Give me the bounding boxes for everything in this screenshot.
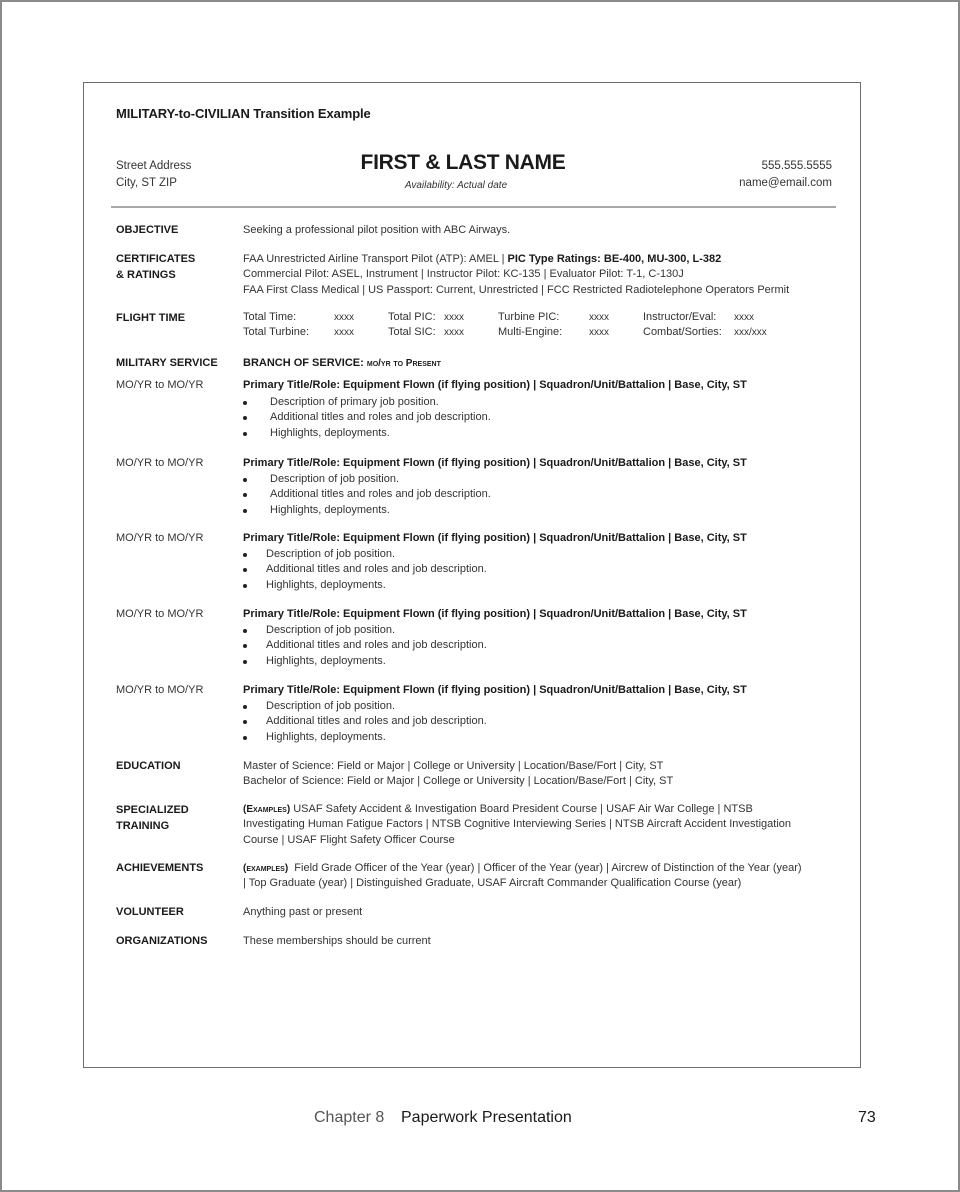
bullet-item [243,699,743,714]
bullet-icon [243,509,247,513]
education-content [243,759,673,790]
volunteer-label: VOLUNTEER [116,906,184,918]
training-content [243,802,791,848]
ft-label-multi-engine: Multi-Engine: [498,326,563,338]
certificates-line1-regular: FAA Unrestricted Airline Transport Pilot (ATP): AMEL | [243,253,508,265]
bullet-text: Highlights, deployments. [266,730,386,743]
ft-value-turbine-pic: xxxx [589,312,609,323]
branch-dates: mo/yr to Present [366,358,441,369]
certificates-label [116,252,195,283]
education-bachelors: Bachelor of Science: Field or Major | College or University | Location/Base/Fort | City, ST [243,775,674,788]
entry-dates: MO/YR to MO/YR [116,684,204,696]
entry-bullets [243,395,743,441]
bullet-icon [243,720,247,724]
bullet-text: Additional titles and roles and job description. [270,488,491,501]
ft-label-turbine-pic: Turbine PIC: [498,311,560,323]
bullet-text: Additional titles and roles and job description. [270,411,491,424]
achievements-line1: Field Grade Officer of the Year (year) | Officer of the Year (year) | Aircrew of Distinction of the Year (year) [288,862,802,874]
flight-time-label: FLIGHT TIME [116,312,186,324]
bullet-text: Description of job position. [266,548,396,560]
bullet-text: Highlights, deployments. [266,578,386,591]
bullet-icon [243,553,247,557]
training-label-line1: SPECIALIZED [116,804,189,816]
volunteer-text: Anything past or present [243,906,363,918]
footer-chapter-title: Paperwork Presentation [401,1109,572,1126]
training-line3: Course | USAF Flight Safety Officer Course [243,833,455,846]
objective-label: OBJECTIVE [116,224,179,236]
entry-bullets [243,699,743,745]
bullet-item [243,426,743,441]
ft-label-instructor-eval: Instructor/Eval: [643,311,717,323]
email-address: name@email.com [739,177,832,189]
bullet-item [243,623,743,638]
bullet-item [243,578,743,593]
entry-dates: MO/YR to MO/YR [116,457,204,469]
bullet-item [243,410,743,425]
bullet-text: Description of job position. [266,624,396,636]
entry-title: Primary Title/Role: Equipment Flown (if flying position) | Squadron/Unit/Battalion | Base, City, ST [243,379,747,391]
entry-title: Primary Title/Role: Equipment Flown (if flying position) | Squadron/Unit/Battalion | Base, City, ST [243,457,747,469]
bullet-text: Description of primary job position. [270,396,439,408]
bullet-icon [243,660,247,664]
entry-dates: MO/YR to MO/YR [116,532,204,544]
bullet-item [243,472,743,487]
bullet-item [243,714,743,729]
education-label: EDUCATION [116,760,181,772]
education-masters: Master of Science: Field or Major | College or University | Location/Base/Fort | City, ST [243,760,664,772]
ft-label-combat-sorties: Combat/Sorties: [643,326,722,338]
bullet-icon [243,416,247,420]
entry-title: Primary Title/Role: Equipment Flown (if flying position) | Squadron/Unit/Battalion | Base, City, ST [243,684,747,696]
street-address: Street Address [116,160,192,172]
certificates-line2: Commercial Pilot: ASEL, Instrument | Instructor Pilot: KC-135 | Evaluator Pilot: T-1, C-130J [243,268,684,281]
bullet-text: Additional titles and roles and job description. [266,715,487,728]
bullet-text: Description of job position. [270,473,400,485]
bullet-icon [243,568,247,572]
bullet-text: Highlights, deployments. [266,654,386,667]
pic-type-ratings: PIC Type Ratings: BE-400, MU-300, L-382 [507,253,722,265]
branch-label: BRANCH OF SERVICE: [243,357,364,369]
bullet-text: Highlights, deployments. [270,426,390,439]
bullet-item [243,730,743,745]
military-service-label: MILITARY SERVICE [116,357,218,369]
candidate-name-text: FIRST & LAST NAME [360,151,566,174]
bullet-icon [243,705,247,709]
city-state-zip: City, ST ZIP [116,177,177,189]
achievements-label: ACHIEVEMENTS [116,862,204,874]
organizations-text: These memberships should be current [243,935,431,947]
phone-number: 555.555.5555 [761,160,832,172]
objective-text: Seeking a professional pilot position with ABC Airways. [243,224,511,236]
training-line2: Investigating Human Fatigue Factors | NTSB Cognitive Interviewing Series | NTSB Aircraft Accident Investigation [243,818,792,831]
entry-title: Primary Title/Role: Equipment Flown (if flying position) | Squadron/Unit/Battalion | Base, City, ST [243,532,747,544]
bullet-item [243,638,743,653]
bullet-icon [243,493,247,497]
training-line1: USAF Safety Accident & Investigation Board President Course | USAF Air War College | NTSB [290,803,753,815]
training-label [116,803,189,834]
bullet-icon [243,432,247,436]
bullet-icon [243,736,247,740]
organizations-label: ORGANIZATIONS [116,935,208,947]
bullet-item [243,562,743,577]
training-examples-prefix: (Examples) [243,804,291,815]
ft-value-total-turbine: xxxx [334,327,354,338]
bullet-icon [243,401,247,405]
entry-bullets [243,547,743,593]
bullet-text: Additional titles and roles and job description. [266,563,487,576]
certificates-content [243,252,789,298]
certificates-label-line1: CERTIFICATES [116,253,196,265]
bullet-icon [243,478,247,482]
ft-label-total-sic: Total SIC: [388,326,436,338]
ft-value-multi-engine: xxxx [589,327,609,338]
ft-value-total-pic: xxxx [444,312,464,323]
entry-dates: MO/YR to MO/YR [116,608,204,620]
ft-value-total-time: xxxx [334,312,354,323]
bullet-text: Additional titles and roles and job description. [266,639,487,652]
bullet-icon [243,584,247,588]
bullet-item [243,547,743,562]
bullet-text: Highlights, deployments. [270,503,390,516]
certificates-label-line2: & RATINGS [116,268,176,281]
ft-value-total-sic: xxxx [444,327,464,338]
entry-bullets [243,472,743,518]
bullet-item [243,503,743,518]
certificates-line3: FAA First Class Medical | US Passport: Current, Unrestricted | FCC Restricted Radiotelephone Operators Permit [243,283,790,296]
bullet-icon [243,644,247,648]
entry-dates: MO/YR to MO/YR [116,379,204,391]
ft-value-instructor-eval: xxxx [734,312,754,323]
achievements-examples-prefix: (examples) [243,863,289,874]
bullet-text: Description of job position. [266,700,396,712]
bullet-item [243,654,743,669]
training-label-line2: TRAINING [116,819,170,832]
branch-of-service [243,356,441,371]
entry-title: Primary Title/Role: Equipment Flown (if flying position) | Squadron/Unit/Battalion | Base, City, ST [243,608,747,620]
bullet-item [243,487,743,502]
ft-value-combat-sorties: xxx/xxx [734,327,767,338]
achievements-line2: | Top Graduate (year) | Distinguished Graduate, USAF Aircraft Commander Qualification Course (year) [243,877,742,890]
ft-label-total-pic: Total PIC: [388,311,436,323]
page-number: 73 [858,1109,876,1126]
bullet-item [243,395,743,410]
achievements-content [243,861,802,892]
footer-chapter: Chapter 8 [314,1109,385,1126]
ft-label-total-turbine: Total Turbine: [243,326,310,338]
availability-text: Availability: Actual date [404,180,508,191]
ft-label-total-time: Total Time: [243,311,297,323]
bullet-icon [243,629,247,633]
entry-bullets [243,623,743,669]
header-divider [111,206,836,208]
document-title: MILITARY-to-CIVILIAN Transition Example [116,106,371,121]
